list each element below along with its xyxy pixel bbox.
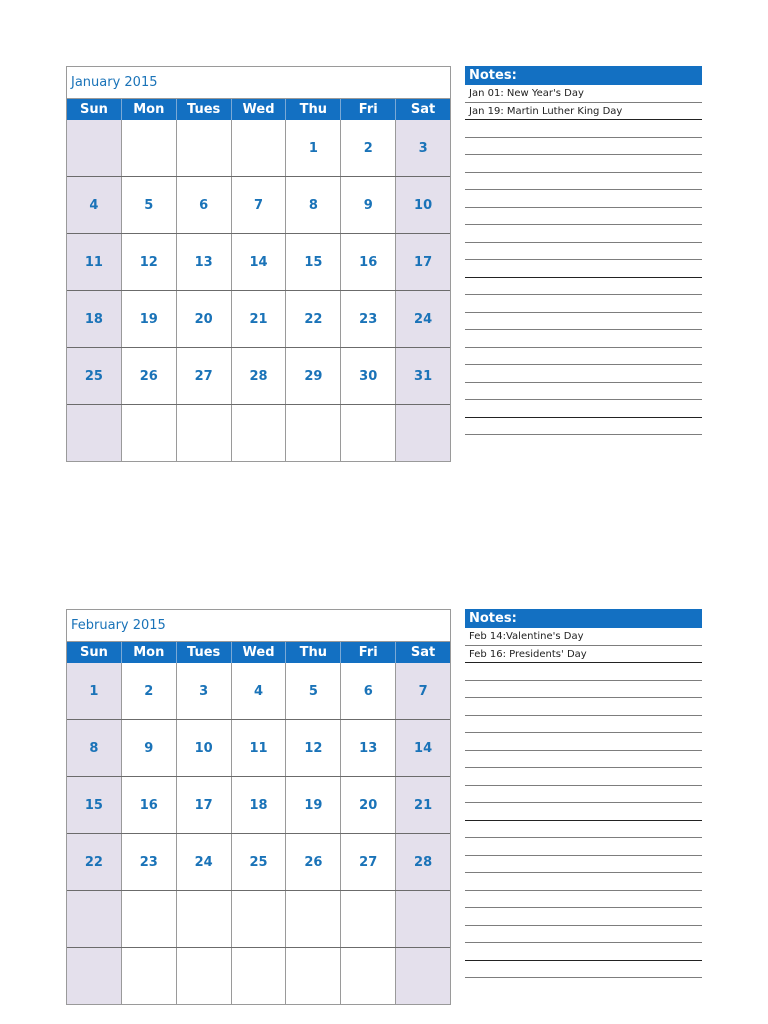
day-cell[interactable]: 9 <box>341 177 396 233</box>
note-entry[interactable]: Jan 01: New Year's Day <box>465 85 702 103</box>
day-cell[interactable] <box>122 120 177 176</box>
weekday-header: Sun <box>67 99 122 120</box>
week-row <box>67 833 450 890</box>
note-blank-line[interactable] <box>465 961 702 979</box>
day-cell[interactable]: 21 <box>396 777 450 833</box>
weeks-grid <box>67 663 450 1004</box>
day-cell[interactable]: 10 <box>177 720 232 776</box>
day-cell[interactable]: 23 <box>122 834 177 890</box>
month-calendar <box>66 609 451 1005</box>
day-cell[interactable] <box>177 891 232 947</box>
day-cell[interactable] <box>232 948 287 1004</box>
day-cell[interactable]: 1 <box>67 663 122 719</box>
day-cell[interactable]: 14 <box>232 234 287 290</box>
note-blank-line[interactable] <box>465 138 702 156</box>
day-cell[interactable] <box>232 405 287 461</box>
weekday-header-row <box>67 642 450 663</box>
note-blank-line[interactable] <box>465 190 702 208</box>
day-cell[interactable]: 24 <box>396 291 450 347</box>
month-title: January 2015 <box>67 67 450 99</box>
weekday-header: Fri <box>341 99 396 120</box>
week-row <box>67 776 450 833</box>
weekday-header-row <box>67 99 450 120</box>
day-cell[interactable] <box>286 891 341 947</box>
day-cell[interactable]: 12 <box>286 720 341 776</box>
day-cell[interactable]: 6 <box>177 177 232 233</box>
day-cell[interactable]: 23 <box>341 291 396 347</box>
note-blank-line[interactable] <box>465 716 702 734</box>
day-cell[interactable] <box>67 948 122 1004</box>
day-cell[interactable]: 2 <box>341 120 396 176</box>
note-entry[interactable]: Feb 16: Presidents' Day <box>465 646 702 664</box>
day-cell[interactable]: 16 <box>341 234 396 290</box>
day-cell[interactable] <box>177 948 232 1004</box>
note-blank-line[interactable] <box>465 943 702 961</box>
weekday-header: Fri <box>341 642 396 663</box>
weekday-header: Mon <box>122 99 177 120</box>
note-blank-line[interactable] <box>465 260 702 278</box>
day-cell[interactable] <box>341 405 396 461</box>
week-row <box>67 176 450 233</box>
day-cell[interactable]: 27 <box>177 348 232 404</box>
note-blank-line[interactable] <box>465 155 702 173</box>
day-cell[interactable] <box>122 891 177 947</box>
weekday-header: Sat <box>410 645 436 660</box>
notes-panel <box>465 66 702 435</box>
note-blank-line[interactable] <box>465 821 702 839</box>
day-cell[interactable] <box>67 120 122 176</box>
day-cell[interactable] <box>177 120 232 176</box>
weekday-header: Tues <box>177 99 232 120</box>
day-cell[interactable] <box>122 948 177 1004</box>
note-blank-line[interactable] <box>465 891 702 909</box>
day-cell[interactable]: 19 <box>122 291 177 347</box>
week-row <box>67 347 450 404</box>
note-blank-line[interactable] <box>465 400 702 418</box>
day-cell[interactable]: 11 <box>232 720 287 776</box>
weekday-header: Thu <box>286 642 341 663</box>
day-cell[interactable]: 3 <box>177 663 232 719</box>
day-cell[interactable]: 18 <box>232 777 287 833</box>
day-cell[interactable]: 26 <box>286 834 341 890</box>
day-cell[interactable]: 19 <box>286 777 341 833</box>
notes-title: Notes: <box>465 609 702 628</box>
note-entry[interactable]: Feb 14:Valentine's Day <box>465 628 702 646</box>
day-cell[interactable]: 25 <box>232 834 287 890</box>
month-calendar <box>66 66 451 462</box>
day-cell[interactable]: 13 <box>177 234 232 290</box>
note-blank-line[interactable] <box>465 751 702 769</box>
weekday-header: Wed <box>232 642 287 663</box>
note-blank-line[interactable] <box>465 348 702 366</box>
note-blank-line[interactable] <box>465 208 702 226</box>
note-blank-line[interactable] <box>465 418 702 436</box>
note-blank-line[interactable] <box>465 926 702 944</box>
note-blank-line[interactable] <box>465 908 702 926</box>
day-cell[interactable]: 6 <box>341 663 396 719</box>
week-row <box>67 404 450 461</box>
note-blank-line[interactable] <box>465 733 702 751</box>
day-cell[interactable]: 18 <box>67 291 122 347</box>
notes-title: Notes: <box>465 66 702 85</box>
note-entry[interactable]: Jan 19: Martin Luther King Day <box>465 103 702 121</box>
day-cell[interactable]: 20 <box>177 291 232 347</box>
day-cell[interactable]: 28 <box>396 834 450 890</box>
day-cell[interactable] <box>396 405 450 461</box>
day-cell[interactable]: 4 <box>67 177 122 233</box>
note-blank-line[interactable] <box>465 856 702 874</box>
day-cell[interactable]: 7 <box>232 177 287 233</box>
week-row <box>67 719 450 776</box>
day-cell[interactable]: 21 <box>232 291 287 347</box>
weekday-header: Sat <box>410 102 436 117</box>
day-cell[interactable]: 20 <box>341 777 396 833</box>
day-cell[interactable] <box>341 948 396 1004</box>
note-blank-line[interactable] <box>465 838 702 856</box>
week-row <box>67 290 450 347</box>
note-blank-line[interactable] <box>465 120 702 138</box>
day-cell[interactable]: 24 <box>177 834 232 890</box>
day-cell[interactable]: 29 <box>286 348 341 404</box>
week-row <box>67 120 450 176</box>
day-cell[interactable]: 17 <box>177 777 232 833</box>
weekday-header: Thu <box>286 99 341 120</box>
week-row <box>67 233 450 290</box>
week-row <box>67 890 450 947</box>
day-cell[interactable]: 8 <box>286 177 341 233</box>
day-cell[interactable]: 12 <box>122 234 177 290</box>
note-blank-line[interactable] <box>465 278 702 296</box>
day-cell[interactable] <box>341 891 396 947</box>
day-cell[interactable]: 7 <box>396 663 450 719</box>
note-blank-line[interactable] <box>465 663 702 681</box>
day-cell[interactable]: 16 <box>122 777 177 833</box>
day-cell[interactable] <box>177 405 232 461</box>
day-cell[interactable]: 30 <box>341 348 396 404</box>
weekday-header: Mon <box>122 642 177 663</box>
weekday-header: Wed <box>232 99 287 120</box>
day-cell[interactable]: 8 <box>67 720 122 776</box>
day-cell[interactable]: 4 <box>232 663 287 719</box>
day-cell[interactable]: 2 <box>122 663 177 719</box>
day-cell[interactable] <box>67 891 122 947</box>
note-blank-line[interactable] <box>465 681 702 699</box>
day-cell[interactable]: 31 <box>396 348 450 404</box>
note-blank-line[interactable] <box>465 365 702 383</box>
notes-panel <box>465 609 702 978</box>
note-blank-line[interactable] <box>465 873 702 891</box>
month-title: February 2015 <box>67 610 450 642</box>
note-blank-line[interactable] <box>465 313 702 331</box>
note-blank-line[interactable] <box>465 243 702 261</box>
day-cell[interactable]: 25 <box>67 348 122 404</box>
day-cell[interactable] <box>232 891 287 947</box>
day-cell[interactable] <box>396 948 450 1004</box>
day-cell[interactable] <box>67 405 122 461</box>
day-cell[interactable]: 3 <box>396 120 450 176</box>
note-blank-line[interactable] <box>465 768 702 786</box>
note-blank-line[interactable] <box>465 698 702 716</box>
note-blank-line[interactable] <box>465 295 702 313</box>
day-cell[interactable] <box>232 120 287 176</box>
day-cell[interactable]: 10 <box>396 177 450 233</box>
day-cell[interactable]: 28 <box>232 348 287 404</box>
day-cell[interactable] <box>286 948 341 1004</box>
day-cell[interactable]: 1 <box>286 120 341 176</box>
day-cell[interactable]: 14 <box>396 720 450 776</box>
week-row <box>67 947 450 1004</box>
weeks-grid <box>67 120 450 461</box>
day-cell[interactable]: 5 <box>286 663 341 719</box>
day-cell[interactable]: 15 <box>286 234 341 290</box>
day-cell[interactable]: 9 <box>122 720 177 776</box>
note-blank-line[interactable] <box>465 225 702 243</box>
day-cell[interactable]: 5 <box>122 177 177 233</box>
day-cell[interactable] <box>122 405 177 461</box>
note-blank-line[interactable] <box>465 330 702 348</box>
note-blank-line[interactable] <box>465 383 702 401</box>
day-cell[interactable] <box>286 405 341 461</box>
day-cell[interactable]: 22 <box>67 834 122 890</box>
week-row <box>67 663 450 719</box>
day-cell[interactable]: 11 <box>67 234 122 290</box>
weekday-header: Sun <box>67 642 122 663</box>
day-cell[interactable]: 13 <box>341 720 396 776</box>
note-blank-line[interactable] <box>465 173 702 191</box>
day-cell[interactable]: 15 <box>67 777 122 833</box>
day-cell[interactable] <box>396 891 450 947</box>
day-cell[interactable]: 27 <box>341 834 396 890</box>
weekday-header: Tues <box>177 642 232 663</box>
day-cell[interactable]: 22 <box>286 291 341 347</box>
day-cell[interactable]: 26 <box>122 348 177 404</box>
note-blank-line[interactable] <box>465 786 702 804</box>
day-cell[interactable]: 17 <box>396 234 450 290</box>
note-blank-line[interactable] <box>465 803 702 821</box>
